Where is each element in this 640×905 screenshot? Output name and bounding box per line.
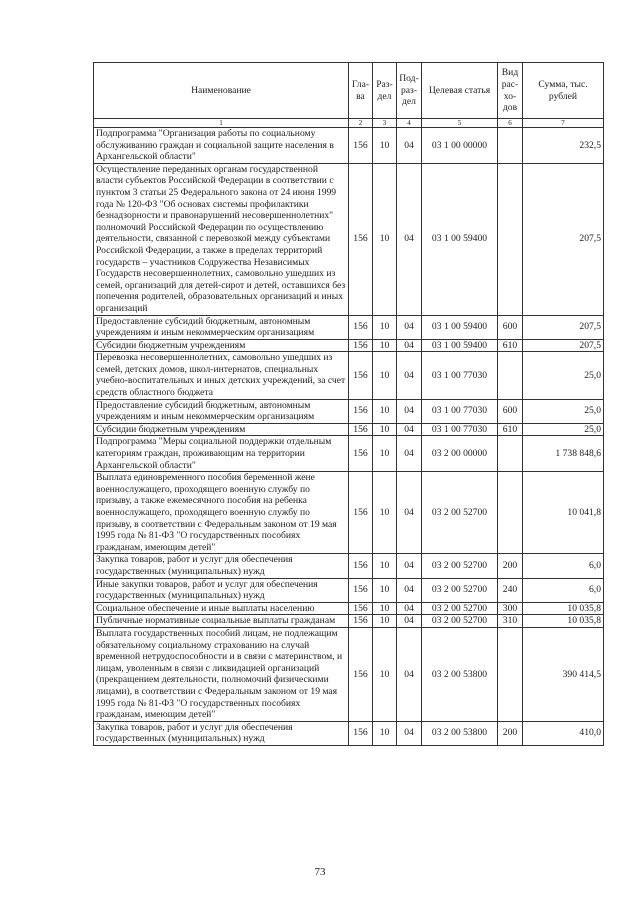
row-article-cell: 03 1 00 77030 [422,399,498,423]
row-article-cell: 03 2 00 52700 [422,578,498,602]
page-number: 73 [314,866,326,878]
row-amount-cell: 1 738 848,6 [523,436,604,472]
row-section-cell: 10 [373,472,397,554]
row-chapter-cell: 156 [349,627,373,721]
row-subsection-cell: 04 [397,423,422,436]
row-expense-type-cell [498,472,523,554]
row-chapter-cell: 156 [349,399,373,423]
row-name-cell: Выплата государственных пособий лицам, не подлежащим обязательному социальному страхованию на случай временной нетрудоспособности и в связи с материнством, и лицам, уволенным в связи с ликвидацией организаций (прекращением деятельности, полномочий физическими лицами), в соответствии с Федеральным законом от 19 мая 1995 года № 81-ФЗ "О государственных пособиях гражданам, имеющим детей" [94,627,349,721]
row-chapter-cell: 156 [349,352,373,399]
table-row [94,578,604,602]
row-section-cell: 10 [373,602,397,615]
row-expense-type-cell: 300 [498,602,523,615]
row-chapter-cell: 156 [349,436,373,472]
row-name-cell: Иные закупки товаров, работ и услуг для обеспечения государственных (муниципальных) нужд [94,578,349,602]
header-target-article: Целевая статья [422,63,498,119]
row-chapter-cell: 156 [349,721,373,745]
row-name-cell: Закупка товаров, работ и услуг для обеспечения государственных (муниципальных) нужд [94,554,349,578]
row-amount-cell: 207,5 [523,163,604,315]
table-row [94,436,604,472]
row-subsection-cell: 04 [397,615,422,628]
row-section-cell: 10 [373,578,397,602]
header-name: Наименование [94,63,349,119]
column-number: 2 [349,119,373,128]
column-number: 3 [373,119,397,128]
row-amount-cell: 10 035,8 [523,615,604,628]
table-row [94,554,604,578]
row-article-cell: 03 1 00 59400 [422,315,498,339]
row-article-cell: 03 2 00 53800 [422,721,498,745]
row-expense-type-cell: 610 [498,339,523,352]
table-row [94,352,604,399]
row-section-cell: 10 [373,615,397,628]
row-chapter-cell: 156 [349,163,373,315]
row-subsection-cell: 04 [397,339,422,352]
table-row [94,339,604,352]
row-article-cell: 03 2 00 52700 [422,615,498,628]
row-expense-type-cell [498,436,523,472]
row-chapter-cell: 156 [349,128,373,164]
row-article-cell: 03 1 00 00000 [422,128,498,164]
row-amount-cell: 6,0 [523,578,604,602]
row-section-cell: 10 [373,163,397,315]
row-chapter-cell: 156 [349,423,373,436]
row-amount-cell: 207,5 [523,339,604,352]
row-chapter-cell: 156 [349,578,373,602]
row-name-cell: Предоставление субсидий бюджетным, автономным учреждениям и иным некоммерческим организациям [94,399,349,423]
row-chapter-cell: 156 [349,315,373,339]
row-name-cell: Публичные нормативные социальные выплаты гражданам [94,615,349,628]
row-amount-cell: 232,5 [523,128,604,164]
row-expense-type-cell [498,352,523,399]
row-chapter-cell: 156 [349,554,373,578]
row-subsection-cell: 04 [397,627,422,721]
table-row [94,315,604,339]
header-chapter: Гла-ва [349,63,373,119]
row-chapter-cell: 156 [349,472,373,554]
row-expense-type-cell [498,128,523,164]
table-row [94,721,604,745]
row-amount-cell: 390 414,5 [523,627,604,721]
row-subsection-cell: 04 [397,436,422,472]
table-row [94,128,604,164]
row-expense-type-cell: 240 [498,578,523,602]
row-name-cell: Субсидии бюджетным учреждениям [94,339,349,352]
row-expense-type-cell: 200 [498,721,523,745]
row-expense-type-cell: 200 [498,554,523,578]
row-expense-type-cell: 610 [498,423,523,436]
row-subsection-cell: 04 [397,163,422,315]
table-header-row [94,63,604,119]
row-section-cell: 10 [373,128,397,164]
row-article-cell: 03 2 00 00000 [422,436,498,472]
row-article-cell: 03 2 00 53800 [422,627,498,721]
table-row [94,472,604,554]
row-subsection-cell: 04 [397,472,422,554]
row-section-cell: 10 [373,423,397,436]
table-row [94,163,604,315]
column-number: 1 [94,119,349,128]
table-row [94,627,604,721]
row-expense-type-cell [498,627,523,721]
row-subsection-cell: 04 [397,399,422,423]
row-expense-type-cell: 600 [498,399,523,423]
row-expense-type-cell [498,163,523,315]
row-name-cell: Закупка товаров, работ и услуг для обеспечения государственных (муниципальных) нужд [94,721,349,745]
table-body [94,128,604,746]
table-row [94,615,604,628]
column-number: 6 [498,119,523,128]
row-amount-cell: 410,0 [523,721,604,745]
row-name-cell: Субсидии бюджетным учреждениям [94,423,349,436]
row-name-cell: Выплата единовременного пособия беременной жене военнослужащего, проходящего военную службу по призыву, а также ежемесячного пособия на ребенка военнослужащего, проходящего военную службу по призыву, в соответствии с Федеральным законом от 19 мая 1995 года № 81-ФЗ "О государственных пособиях гражданам, имеющим детей" [94,472,349,554]
row-section-cell: 10 [373,352,397,399]
column-number: 5 [422,119,498,128]
row-chapter-cell: 156 [349,339,373,352]
row-amount-cell: 10 041,8 [523,472,604,554]
row-subsection-cell: 04 [397,554,422,578]
table-row [94,399,604,423]
row-name-cell: Социальное обеспечение и иные выплаты населению [94,602,349,615]
row-name-cell: Подпрограмма "Организация работы по социальному обслуживанию граждан и социальной защите населения в Архангельской области" [94,128,349,164]
column-number: 7 [523,119,604,128]
row-article-cell: 03 2 00 52700 [422,554,498,578]
row-amount-cell: 25,0 [523,352,604,399]
table-row [94,602,604,615]
table-row [94,423,604,436]
row-amount-cell: 207,5 [523,315,604,339]
row-article-cell: 03 1 00 77030 [422,423,498,436]
row-amount-cell: 25,0 [523,399,604,423]
row-section-cell: 10 [373,436,397,472]
row-subsection-cell: 04 [397,315,422,339]
header-amount: Сумма, тыс. рублей [523,63,604,119]
header-section: Раз-дел [373,63,397,119]
header-subsection: Под-раз-дел [397,63,422,119]
column-number: 4 [397,119,422,128]
header-expense-type: Вид рас-хо-дов [498,63,523,119]
row-article-cell: 03 1 00 77030 [422,352,498,399]
row-section-cell: 10 [373,721,397,745]
row-amount-cell: 6,0 [523,554,604,578]
row-subsection-cell: 04 [397,128,422,164]
row-section-cell: 10 [373,627,397,721]
row-article-cell: 03 1 00 59400 [422,163,498,315]
row-expense-type-cell: 600 [498,315,523,339]
row-article-cell: 03 2 00 52700 [422,472,498,554]
row-expense-type-cell: 310 [498,615,523,628]
row-section-cell: 10 [373,554,397,578]
row-subsection-cell: 04 [397,602,422,615]
row-article-cell: 03 1 00 59400 [422,339,498,352]
row-section-cell: 10 [373,399,397,423]
row-subsection-cell: 04 [397,352,422,399]
row-subsection-cell: 04 [397,721,422,745]
row-name-cell: Перевозка несовершеннолетних, самовольно ушедших из семей, детских домов, школ-интернатов, специальных учебно-воспитательных и иных детских учреждений, за счет средств областного бюджета [94,352,349,399]
row-name-cell: Предоставление субсидий бюджетным, автономным учреждениям и иным некоммерческим организациям [94,315,349,339]
row-chapter-cell: 156 [349,602,373,615]
row-chapter-cell: 156 [349,615,373,628]
row-subsection-cell: 04 [397,578,422,602]
row-section-cell: 10 [373,339,397,352]
row-article-cell: 03 2 00 52700 [422,602,498,615]
row-name-cell: Подпрограмма "Меры социальной поддержки отдельным категориям граждан, проживающим на территории Архангельской области" [94,436,349,472]
column-number-row [94,119,604,128]
budget-table [93,62,604,746]
row-section-cell: 10 [373,315,397,339]
row-amount-cell: 25,0 [523,423,604,436]
row-amount-cell: 10 035,8 [523,602,604,615]
row-name-cell: Осуществление переданных органам государственной власти субъектов Российской Федерации в соответствии с пунктом 3 статьи 25 Федерального закона от 24 июня 1999 года № 120-ФЗ "Об основах системы профилактики безнадзорности и правонарушений несовершеннолетних" полномочий Российской Федерации по осуществлению деятельности, связанной с перевозкой между субъектами Российской Федерации, а также в пределах территорий государств – участников Содружества Независимых Государств несовершеннолетних, самовольно ушедших из семей, организаций для детей-сирот и детей, оставшихся без попечения родителей, образовательных организаций и иных организаций [94,163,349,315]
